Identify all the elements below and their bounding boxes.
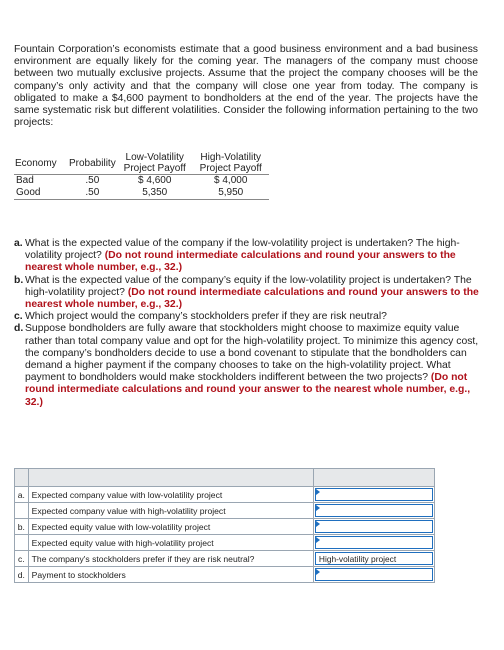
economy-cell: Good — [14, 187, 68, 200]
question-text: Which project would the company’s stockholders prefer if they are risk neutral? — [25, 311, 387, 323]
payment-to-stockholders-input[interactable] — [315, 568, 433, 581]
problem-intro: Fountain Corporation’s economists estimate that a good business environment and a bad business environment are equally likely for the coming year. The managers of the company must choose between two mutually exclusive projects. Assume that the project the company chooses will be the company’s only activity and that the company will close one year from today. The company is obligated to make a $4,600 payment to bondholders at the end of the year. The projects have the same systematic risk but different volatilities. Consider the following information pertaining to the two projects: — [14, 44, 478, 129]
question-d — [14, 323, 480, 408]
expected-equity-value-low-input[interactable] — [315, 520, 433, 533]
question-label: c. — [14, 311, 23, 323]
header-high-volatility: High-Volatility Project Payoff — [193, 152, 269, 175]
question-label: a. — [14, 238, 23, 249]
input-marker-icon — [316, 569, 320, 575]
low-payoff-cell: 5,350 — [117, 187, 193, 200]
expected-company-value-low-input[interactable] — [315, 488, 433, 501]
payoff-row — [14, 175, 269, 188]
answer-label: c. — [15, 551, 29, 567]
answer-row — [15, 519, 435, 535]
answer-label: a. — [15, 487, 29, 503]
answer-table — [14, 468, 435, 583]
question-label: b. — [14, 274, 24, 286]
answer-description: Expected company value with high-volatility project — [28, 503, 313, 519]
answer-label — [15, 503, 29, 519]
question-text: Suppose bondholders are fully aware that stockholders might choose to maximize equity value rather than total company value and opt for the high-volatility project. To minimize this agency cost, the company’s bondholders decide to use a bond covenant to stipulate that the bondholders can demand a higher payment if the company chooses to take on the high-volatility project. What payment to bondholders would make stockholders indifferent between the two projects? — [25, 323, 479, 384]
question-c — [14, 311, 480, 323]
answer-description: Expected equity value with low-volatility project — [28, 519, 313, 535]
answer-row — [15, 535, 435, 551]
answer-row — [15, 503, 435, 519]
question-note: (Do not round intermediate calculations and round your answers to the nearest whole number, e.g., 32.) — [25, 286, 479, 311]
payoff-row — [14, 187, 269, 200]
answer-description: Expected equity value with high-volatility project — [28, 535, 313, 551]
answer-description: Expected company value with low-volatility project — [28, 487, 313, 503]
answer-row — [15, 567, 435, 583]
header-probability: Probability — [68, 152, 117, 175]
economy-cell: Bad — [16, 175, 34, 186]
high-payoff-cell: $ 4,000 — [214, 175, 248, 186]
high-payoff-cell: 5,950 — [193, 187, 269, 200]
answer-header-row — [15, 469, 435, 487]
input-marker-icon — [316, 537, 320, 543]
answer-label: b. — [15, 519, 29, 535]
question-a — [14, 238, 480, 275]
payoff-header-row — [14, 152, 269, 175]
answer-description: Payment to stockholders — [28, 567, 313, 583]
probability-cell: .50 — [68, 187, 117, 200]
question-text: What is the expected value of the company’s equity if the low-volatility project is undertaken? The high-volatility project? — [25, 274, 472, 298]
input-marker-icon — [316, 489, 320, 495]
input-marker-icon — [316, 521, 320, 527]
question-text: What is the expected value of the company if the low-volatility project is undertaken? The high-volatility project? — [25, 238, 460, 262]
probability-cell: .50 — [85, 175, 100, 186]
answer-row — [15, 551, 435, 567]
low-payoff-cell: $ 4,600 — [138, 175, 172, 186]
answer-label — [15, 535, 29, 551]
question-note: (Do not round intermediate calculations and round your answer to the nearest whole number, e.g., 32.) — [25, 372, 471, 408]
question-list — [14, 238, 480, 409]
answer-label: d. — [15, 567, 29, 583]
question-b — [14, 275, 480, 312]
question-label: d. — [14, 323, 24, 335]
expected-company-value-high-input[interactable] — [315, 504, 433, 517]
answer-description: The company's stockholders prefer if they are risk neutral? — [28, 551, 313, 567]
header-economy: Economy — [14, 152, 68, 175]
stockholder-preference-select[interactable]: High-volatility project — [315, 552, 433, 565]
header-low-volatility: Low-Volatility Project Payoff — [117, 152, 193, 175]
payoff-table — [14, 152, 269, 200]
answer-row — [15, 487, 435, 503]
input-marker-icon — [316, 505, 320, 511]
expected-equity-value-high-input[interactable] — [315, 536, 433, 549]
question-note: (Do not round intermediate calculations and round your answers to the nearest whole number, e.g., 32.) — [25, 250, 456, 274]
